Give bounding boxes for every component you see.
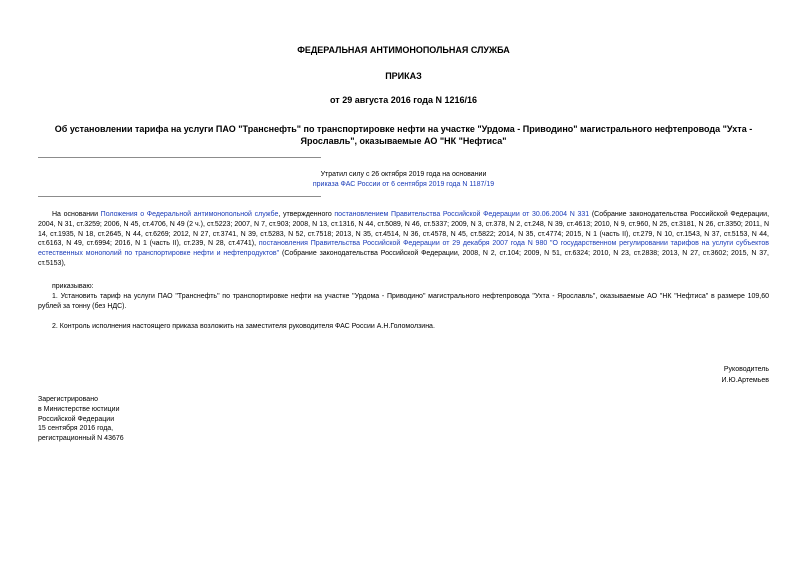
government-decree-331-link[interactable]: постановлением Правительства Российской Федерации от 30.06.2004 N 331 bbox=[334, 211, 590, 218]
registration-line: регистрационный N 43676 bbox=[38, 435, 124, 443]
document-type: ПРИКАЗ bbox=[385, 71, 422, 81]
basis-text-2: , утвержденного bbox=[278, 211, 335, 218]
ordering-word: приказываю: bbox=[52, 283, 94, 290]
order-item-1-text: 1. Установить тариф на услуги ПАО "Транснефть" по транспортировке нефти на участке "Урдома - Приводино" магистрального нефтепровода "Ухта - Ярославль", оказываемые АО "НК "Нефтиса" в размере 109,60 рублей за тонну (без НДС). bbox=[38, 293, 769, 310]
order-item-1 bbox=[38, 292, 769, 312]
signer-name: И.Ю.Артемьев bbox=[721, 377, 769, 384]
order-item-2 bbox=[38, 322, 769, 332]
basis-text-1: На основании bbox=[52, 211, 101, 218]
agency-name: ФЕДЕРАЛЬНАЯ АНТИМОНОПОЛЬНАЯ СЛУЖБА bbox=[297, 45, 510, 55]
basis-text-3: (Собрание законодательства Российской Федерации, 2004, N 31, ст.3259; 2006, N 45, ст.4706, N 49 (2 ч.), ст.5223; 2007, N 7, ст.903; 2008, N 13, ст.1316, N 44, ст.5089, N 46, ст.5337; 2009, N 3, ст.378, N 2, ст.248, N 39, ст.4613; 2010, N 9, ст.960, N 25, ст.3181, N 26, ст.3350; 2011, N 14, ст.1935, N 18, ст.2645, N 44, ст.6269; 2012, N 27, ст.3741, N 39, ст.5283, N 52, ст.7518; 2013, N 35, ст.4514, N 36, ст.4578, N 45, ст.5822; 2014, N 35, ст.4774; 2015, N 1 (часть II), ст.279, N 10, ст.1543, N 37, ст.5153, N 44, ст.6163, N 49, ст.6994; 2016, N 1 (часть II), ст.239, N 28, ст.4741), bbox=[38, 211, 770, 248]
registration-line: Российской Федерации bbox=[38, 415, 115, 423]
basis-text-4: (Собрание законодательства Российской Федерации, 2008, N 2, ст.104; 2009, N 51, ст.6324; 2010, N 23, ст.2838; 2013, N 27, ст.3602; 2015, N 37, ст.5153), bbox=[38, 250, 769, 267]
divider-bottom bbox=[38, 196, 321, 197]
registration-line: в Министерстве юстиции bbox=[38, 405, 120, 413]
status-note: Утратил силу с 26 октября 2019 года на основании bbox=[320, 171, 487, 178]
repeal-order-link[interactable]: приказа ФАС России от 6 сентября 2019 года N 1187/19 bbox=[312, 181, 495, 188]
order-item-2-text: 2. Контроль исполнения настоящего приказа возложить на заместителя руководителя ФАС России А.Н.Голомолзина. bbox=[52, 323, 435, 330]
divider-top bbox=[38, 157, 321, 158]
basis-paragraph bbox=[38, 210, 769, 269]
registration-line: 15 сентября 2016 года, bbox=[38, 425, 114, 433]
signature-block bbox=[722, 364, 770, 386]
fas-regulation-link[interactable]: Положения о Федеральной антимонопольной службе bbox=[100, 211, 279, 218]
registration-line: Зарегистрировано bbox=[38, 396, 98, 403]
status-note-link-row bbox=[38, 180, 769, 190]
registration-block bbox=[38, 395, 124, 444]
signer-role: Руководитель bbox=[723, 366, 769, 373]
government-decree-980-link[interactable]: постановления Правительства Российской Федерации от 29 декабря 2007 года N 980 "О государственном регулировании тарифов на услуги субъектов естественных монополий по транспортировке нефти и нефтепродуктов" bbox=[38, 240, 770, 258]
document-title: Об установлении тарифа на услуги ПАО "Транснефть" по транспортировке нефти на участке "Урдома - Приводино" магистрального нефтепровода "Ухта - Ярославль", оказываемые АО "НК "Нефтиса" bbox=[54, 124, 753, 146]
document-date-number: от 29 августа 2016 года N 1216/16 bbox=[330, 95, 477, 105]
